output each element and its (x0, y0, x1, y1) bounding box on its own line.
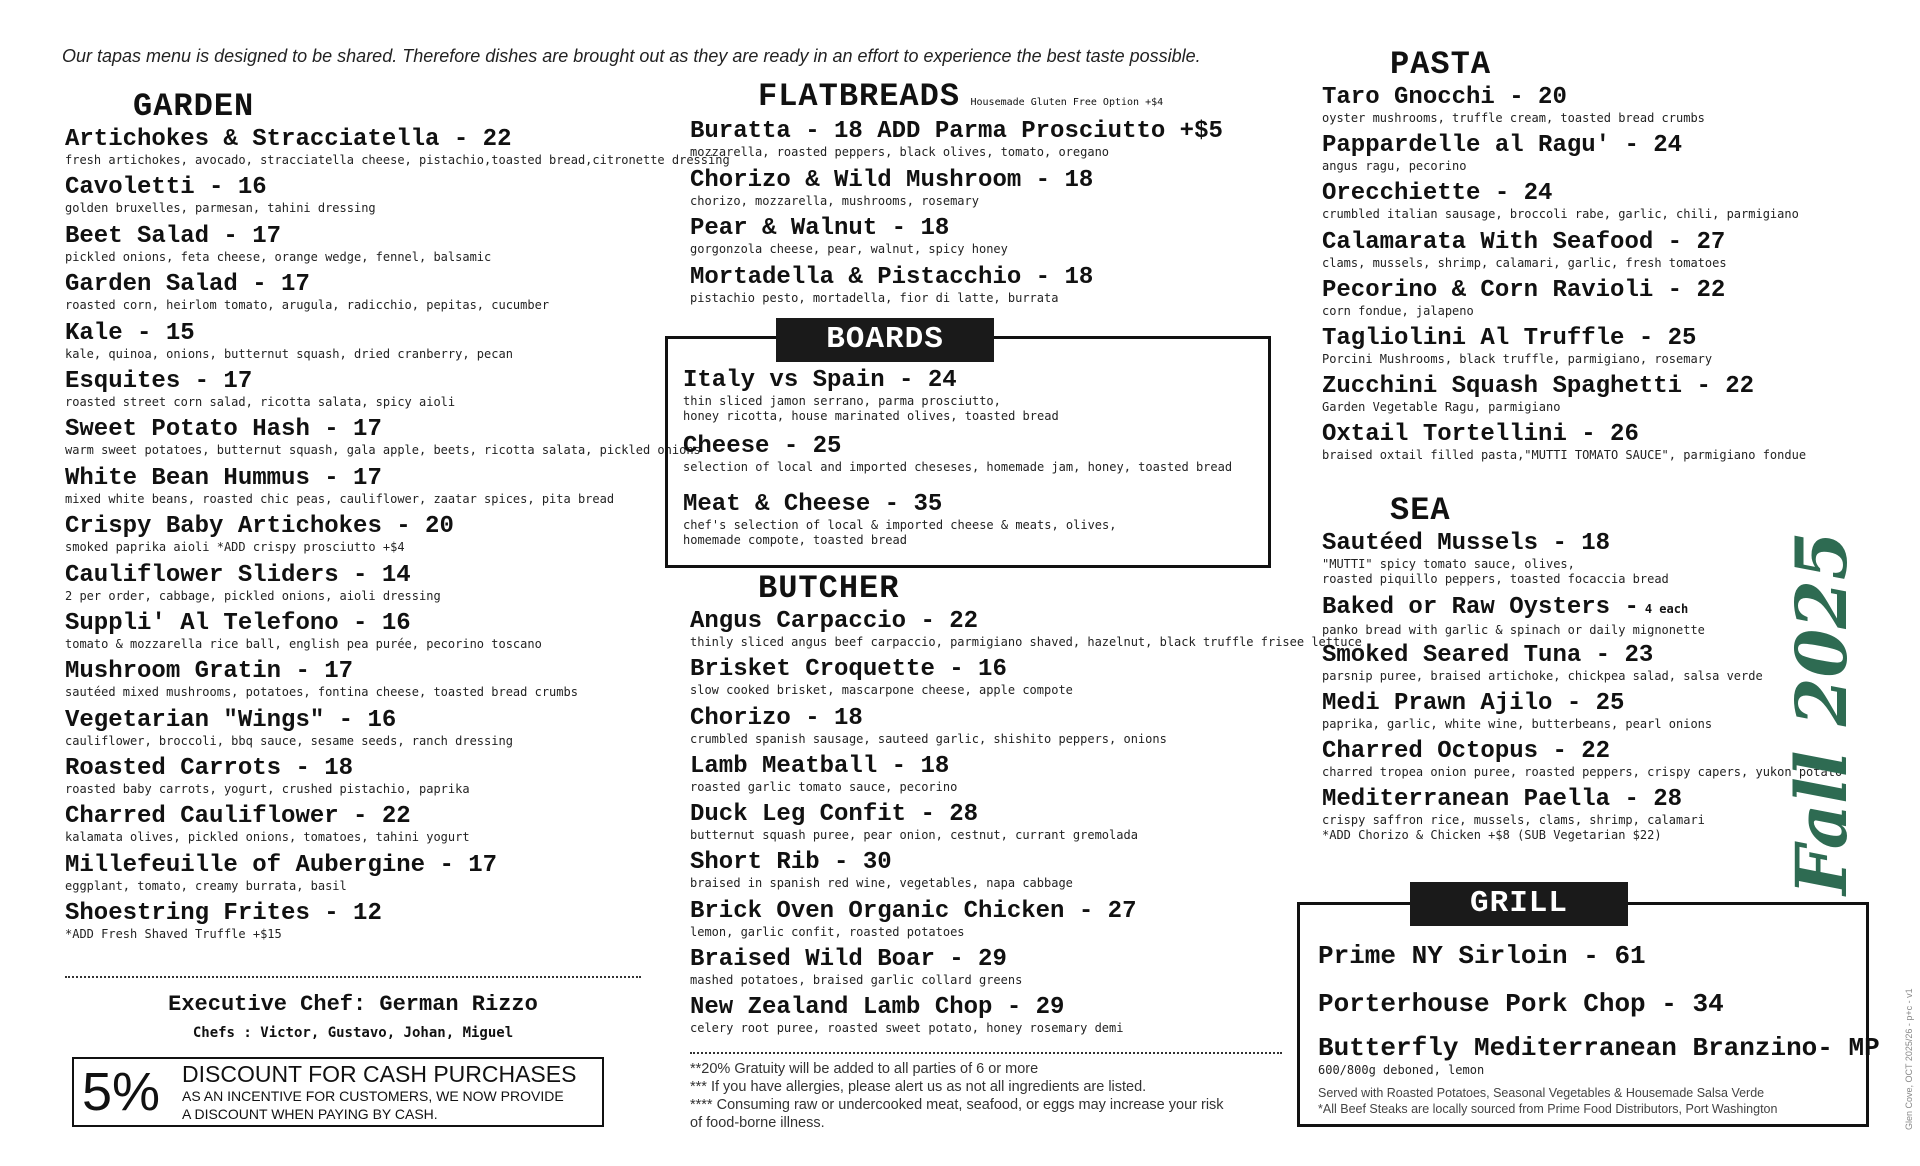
menu-item (65, 755, 645, 803)
menu-item-desc: smoked paprika aioli *ADD crispy prosciutto +$4 (65, 540, 405, 555)
menu-item-title: Suppli' Al Telefono - 16 (65, 609, 411, 637)
menu-item-desc: Porcini Mushrooms, black truffle, parmigiano, rosemary (1322, 351, 1713, 366)
menu-item-desc: lemon, garlic confit, roasted potatoes (690, 924, 965, 939)
menu-item-name (65, 174, 645, 201)
menu-item-title: White Bean Hummus - 17 (65, 464, 382, 492)
boards-box (665, 336, 1271, 568)
grill-item-desc: 600/800g deboned, lemon (1318, 1063, 1485, 1077)
menu-item-name (1322, 180, 1882, 207)
menu-item-desc: fresh artichokes, avocado, stracciatella cheese, pistachio,toasted bread,citronette dressing (65, 153, 730, 167)
menu-item-name (1322, 132, 1882, 159)
flatbreads-title: FLATBREADS (758, 78, 961, 115)
menu-item-title: Kale - 15 (65, 319, 195, 347)
note-raw-food: **** Consuming raw or undercooked meat, seafood, or eggs may increase your risk (690, 1097, 1224, 1113)
pasta-list (1322, 84, 1882, 470)
menu-item (65, 174, 645, 222)
menu-item-name (65, 271, 645, 298)
chefs-list: Chefs : Victor, Gustavo, Johan, Miguel (192, 1025, 514, 1041)
menu-item-name (65, 320, 645, 347)
menu-item (65, 223, 645, 271)
menu-item-desc: braised in spanish red wine, vegetables, napa cabbage (690, 876, 1073, 891)
menu-item-name (683, 491, 1263, 518)
note-gratuity: **20% Gratuity will be added to all parties of 6 or more (690, 1061, 1039, 1077)
menu-item-desc: mozzarella, roasted peppers, black olives, tomato, oregano (690, 145, 1110, 159)
menu-item-title: Cheese - 25 (683, 433, 842, 460)
menu-item-name (690, 753, 1290, 780)
menu-item (690, 215, 1290, 264)
menu-item-desc: *ADD Fresh Shaved Truffle +$15 (65, 927, 282, 942)
menu-item-title: Vegetarian "Wings" - 16 (65, 706, 397, 734)
grill-sides-note: Served with Roasted Potatoes, Seasonal Vegetables & Housemade Salsa Verde (1318, 1086, 1765, 1100)
menu-item-name (690, 849, 1290, 876)
menu-item-name (1322, 277, 1882, 304)
menu-item-title: Crispy Baby Artichokes - 20 (65, 513, 454, 541)
gluten-free-note: Housemade Gluten Free Option +$4 (970, 97, 1164, 108)
menu-item-desc: honey ricotta, house marinated olives, toasted bread (683, 409, 1059, 423)
menu-item-desc: Garden Vegetable Ragu, parmigiano (1322, 400, 1561, 415)
menu-item-name (65, 513, 645, 540)
menu-item-desc: sautéed mixed mushrooms, potatoes, fontina cheese, toasted bread crumbs (65, 685, 578, 700)
grill-item-3 (1318, 1033, 1880, 1078)
menu-item (65, 852, 645, 900)
menu-item-desc: crumbled spanish sausage, sauteed garlic, shishito peppers, onions (690, 731, 1167, 746)
menu-item-desc: butternut squash puree, pear onion, cestnut, currant gremolada (690, 828, 1138, 843)
menu-item (690, 264, 1290, 313)
menu-item-name (690, 656, 1290, 683)
menu-item (65, 368, 645, 416)
menu-item-name (683, 367, 1263, 394)
menu-item-desc: panko bread with garlic & spinach or daily mignonette (1322, 623, 1705, 637)
menu-item-name (65, 852, 645, 879)
menu-item-title: Angus Carpaccio - 22 (690, 608, 979, 635)
menu-item-title: Shoestring Frites - 12 (65, 900, 382, 928)
menu-item-name (65, 368, 645, 395)
menu-item-name (690, 167, 1290, 194)
menu-item (65, 803, 645, 851)
menu-item-desc: golden bruxelles, parmesan, tahini dressing (65, 201, 376, 216)
menu-item-desc: mixed white beans, roasted chic peas, cauliflower, zaatar spices, pita bread (65, 491, 615, 506)
discount-percent: 5% (82, 1062, 161, 1122)
menu-item (690, 753, 1290, 801)
menu-item-desc: roasted baby carrots, yogurt, crushed pistachio, paprika (65, 782, 470, 797)
menu-item-desc: 2 per order, cabbage, pickled onions, aioli dressing (65, 588, 441, 603)
menu-item (65, 610, 645, 658)
menu-item-title: Braised Wild Boar - 29 (690, 946, 1007, 974)
menu-item-desc: angus ragu, pecorino (1322, 159, 1467, 174)
menu-item-desc: thinly sliced angus beef carpaccio, parmigiano shaved, hazelnut, black truffle frisee lettuce (690, 635, 1362, 649)
season-label: Fall 2025 (1780, 531, 1863, 895)
menu-item-desc: mashed potatoes, braised garlic collard greens (690, 973, 1023, 988)
menu-item-desc: warm sweet potatoes, butternut squash, gala apple, beets, ricotta salata, pickled onions (65, 443, 701, 458)
menu-item-name (65, 562, 645, 589)
menu-item-title: Cavoletti - 16 (65, 174, 267, 202)
menu-item-title: Millefeuille of Aubergine - 17 (65, 851, 498, 879)
grill-title: GRILL (1410, 882, 1628, 926)
menu-item-desc: corn fondue, jalapeno (1322, 303, 1474, 318)
menu-item-desc: oyster mushrooms, truffle cream, toasted bread crumbs (1322, 111, 1705, 125)
menu-item-name (683, 433, 1263, 460)
sea-title: SEA (1390, 492, 1451, 529)
menu-item-title: Esquites - 17 (65, 367, 253, 395)
menu-item-title: Mushroom Gratin - 17 (65, 658, 354, 686)
flatbreads-list (690, 118, 1290, 312)
menu-item-title: Taro Gnocchi - 20 (1322, 84, 1567, 111)
menu-item (65, 320, 645, 368)
divider (65, 976, 641, 978)
divider (690, 1052, 1282, 1054)
menu-item (65, 465, 645, 513)
menu-item-desc: eggplant, tomato, creamy burrata, basil (65, 878, 347, 893)
menu-item-desc: crispy saffron rice, mussels, clams, shrimp, calamari (1322, 813, 1705, 827)
menu-item-name (690, 264, 1290, 291)
discount-line-1: AS AN INCENTIVE FOR CUSTOMERS, WE NOW PROVIDE (182, 1088, 564, 1104)
menu-item-name (690, 898, 1290, 925)
menu-item-name (65, 610, 645, 637)
flatbreads-section (690, 78, 1290, 312)
grill-item-1 (1318, 941, 1646, 971)
menu-item-desc: crumbled italian sausage, broccoli rabe, garlic, chili, parmigiano (1322, 207, 1799, 222)
menu-item-desc: slow cooked brisket, mascarpone cheese, apple compote (690, 683, 1073, 698)
menu-item (1322, 229, 1882, 277)
menu-item-desc: selection of local and imported cheseses, homemade jam, honey, toasted bread (683, 460, 1233, 474)
menu-item (1322, 421, 1882, 469)
menu-item-desc: kalamata olives, pickled onions, tomatoes, tahini yogurt (65, 830, 470, 845)
menu-item (1322, 84, 1882, 132)
menu-item-name (690, 118, 1290, 145)
menu-item-title: Zucchini Squash Spaghetti - 22 (1322, 373, 1755, 401)
note-raw-food-cont: of food-borne illness. (690, 1115, 825, 1131)
menu-item (1322, 373, 1882, 421)
menu-item-title: Garden Salad - 17 (65, 271, 310, 299)
menu-item-name (690, 994, 1290, 1021)
menu-item-title: Mediterranean Paella - 28 (1322, 786, 1683, 813)
menu-item (690, 608, 1362, 656)
menu-item-desc: braised oxtail filled pasta,"MUTTI TOMATO SAUCE", parmigiano fondue (1322, 448, 1807, 463)
grill-box (1297, 902, 1880, 1127)
grill-item-name: Butterfly Mediterranean Branzino- MP (1318, 1033, 1880, 1063)
menu-item-title: Pappardelle al Ragu' - 24 (1322, 132, 1683, 160)
menu-item-title: Buratta - 18 ADD Parma Prosciutto +$5 (690, 118, 1223, 145)
menu-item-desc: pistachio pesto, mortadella, fior di latte, burrata (690, 290, 1059, 305)
grill-item-name: Prime NY Sirloin - 61 (1318, 941, 1646, 971)
menu-item-desc: cauliflower, broccoli, bbq sauce, sesame seeds, ranch dressing (65, 733, 513, 748)
menu-item-desc: charred tropea onion puree, roasted peppers, crispy capers, yukon potato (1322, 765, 1843, 779)
menu-item (690, 849, 1290, 897)
menu-item-title: Oxtail Tortellini - 26 (1322, 421, 1639, 449)
menu-item-title: Pecorino & Corn Ravioli - 22 (1322, 276, 1726, 304)
menu-item (65, 416, 701, 464)
menu-item-title: Sautéed Mussels - 18 (1322, 530, 1611, 557)
menu-item-title: Brisket Croquette - 16 (690, 656, 1007, 684)
pasta-section (1322, 46, 1882, 470)
menu-item-name (65, 126, 645, 153)
menu-item (690, 898, 1290, 946)
executive-chef: Executive Chef: German Rizzo (168, 992, 538, 1017)
menu-item-name (1322, 84, 1882, 111)
menu-item-name (690, 215, 1290, 242)
garden-title: GARDEN (133, 88, 255, 125)
menu-item (683, 367, 1263, 433)
menu-item (65, 900, 645, 948)
grill-item-name: Porterhouse Pork Chop - 34 (1318, 989, 1724, 1019)
menu-item (690, 656, 1290, 704)
menu-item (1322, 277, 1882, 325)
menu-item-name (65, 465, 645, 492)
menu-item-title: Short Rib - 30 (690, 849, 892, 877)
menu-item-title: Roasted Carrots - 18 (65, 755, 354, 783)
cash-discount-box (72, 1057, 604, 1127)
menu-item-title: Chorizo - 18 (690, 704, 863, 732)
menu-item-desc: gorgonzola cheese, pear, walnut, spicy honey (690, 242, 1008, 256)
menu-item-title: New Zealand Lamb Chop - 29 (690, 994, 1065, 1022)
menu-item-title: Smoked Seared Tuna - 23 (1322, 642, 1654, 669)
menu-item (683, 433, 1263, 491)
menu-item (1322, 180, 1882, 228)
menu-item-title: Italy vs Spain - 24 (683, 367, 957, 394)
menu-item (690, 994, 1290, 1042)
menu-item-desc: paprika, garlic, white wine, butterbeans, pearl onions (1322, 717, 1713, 731)
menu-item-desc: clams, mussels, shrimp, calamari, garlic, fresh tomatoes (1322, 255, 1727, 270)
menu-item-desc: chorizo, mozzarella, mushrooms, rosemary (690, 193, 979, 208)
menu-item-title: Artichokes & Stracciatella - 22 (65, 126, 512, 153)
menu-item-title: Medi Prawn Ajilo - 25 (1322, 690, 1625, 717)
grill-item-2 (1318, 989, 1724, 1019)
butcher-title: BUTCHER (758, 570, 900, 607)
menu-item-title: Chorizo & Wild Mushroom - 18 (690, 166, 1094, 194)
menu-item-desc: roasted corn, heirlom tomato, arugula, radicchio, pepitas, cucumber (65, 298, 550, 313)
menu-item-desc: parsnip puree, braised artichoke, chickpea salad, salsa verde (1322, 669, 1763, 683)
menu-item (65, 562, 645, 610)
menu-item (690, 118, 1290, 167)
menu-item (1322, 132, 1882, 180)
menu-item-title: Calamarata With Seafood - 27 (1322, 228, 1726, 256)
menu-item-desc: roasted street corn salad, ricotta salata, spicy aioli (65, 394, 456, 409)
grill-beef-note: *All Beef Steaks are locally sourced from Prime Food Distributors, Port Washington (1318, 1102, 1778, 1116)
butcher-section (690, 570, 1362, 1043)
menu-item (65, 707, 645, 755)
menu-item (65, 513, 645, 561)
menu-item (65, 126, 730, 174)
menu-item-name (690, 705, 1290, 732)
garden-section (65, 88, 730, 949)
menu-item-title: Pear & Walnut - 18 (690, 215, 950, 242)
menu-item-name (65, 900, 645, 927)
menu-item-title: Mortadella & Pistacchio - 18 (690, 263, 1094, 291)
menu-item-name (65, 223, 645, 250)
menu-item-desc: chef's selection of local & imported cheese & meats, olives, (683, 518, 1117, 532)
menu-item-name (65, 658, 645, 685)
menu-item-desc: thin sliced jamon serrano, parma prosciutto, (683, 394, 1001, 408)
menu-item-desc: *ADD Chorizo & Chicken +$8 (SUB Vegetarian $22) (1322, 828, 1662, 842)
menu-item-name (1322, 421, 1882, 448)
menu-item-desc: pickled onions, feta cheese, orange wedge, fennel, balsamic (65, 249, 492, 264)
menu-item-title: Baked or Raw Oysters - (1322, 594, 1639, 621)
boards-title: BOARDS (776, 318, 994, 362)
menu-item-title: Meat & Cheese - 35 (683, 491, 943, 518)
discount-heading: DISCOUNT FOR CASH PURCHASES (182, 1061, 577, 1087)
menu-item (690, 946, 1290, 994)
menu-item-title: Lamb Meatball - 18 (690, 752, 950, 780)
intro-text: Our tapas menu is designed to be shared. Therefore dishes are brought out as they are ready in an effort to experience the best taste possible. (62, 46, 1201, 66)
boards-list (683, 367, 1263, 551)
menu-item-name (65, 416, 645, 443)
menu-item (690, 801, 1290, 849)
menu-item-suffix: 4 each (1644, 602, 1689, 616)
menu-item-desc: celery root puree, roasted sweet potato, honey rosemary demi (690, 1021, 1124, 1036)
menu-item-name (690, 946, 1290, 973)
menu-item (690, 705, 1290, 753)
menu-item-title: Charred Cauliflower - 22 (65, 803, 411, 831)
menu-item-name (690, 801, 1290, 828)
menu-item-title: Orecchiette - 24 (1322, 180, 1553, 208)
version-label: Glen Cove, OCT 2025/26 - p+c - v1 (1904, 988, 1914, 1130)
pasta-title: PASTA (1390, 46, 1492, 83)
menu-item (690, 167, 1290, 216)
menu-item-desc: "MUTTI" spicy tomato sauce, olives, (1322, 557, 1575, 571)
menu-item-title: Cauliflower Sliders - 14 (65, 561, 411, 589)
menu-item-desc: roasted garlic tomato sauce, pecorino (690, 779, 958, 794)
menu-item (1322, 325, 1882, 373)
discount-line-2: A DISCOUNT WHEN PAYING BY CASH. (182, 1106, 438, 1122)
note-allergies: *** If you have allergies, please alert us as not all ingredients are listed. (690, 1079, 1147, 1095)
menu-item-title: Sweet Potato Hash - 17 (65, 416, 382, 444)
menu-item-name (65, 707, 645, 734)
menu-item-title: Beet Salad - 17 (65, 222, 282, 250)
garden-list (65, 126, 730, 949)
menu-item-title: Duck Leg Confit - 28 (690, 801, 979, 829)
menu-item (683, 491, 1263, 551)
menu-item-name (1322, 373, 1882, 400)
butcher-list (690, 608, 1362, 1043)
menu-item-name (1322, 229, 1882, 256)
menu-item-name (1322, 325, 1882, 352)
menu-item-name (690, 608, 1290, 635)
menu-item-desc: tomato & mozzarella rice ball, english pea purée, pecorino toscano (65, 636, 542, 651)
menu-item-desc: homemade compote, toasted bread (683, 533, 907, 547)
footnotes (690, 1060, 1290, 1132)
menu-item-desc: roasted piquillo peppers, toasted focaccia bread (1322, 572, 1669, 586)
menu-item (65, 658, 645, 706)
menu-item-name (65, 755, 645, 782)
menu-item-desc: kale, quinoa, onions, butternut squash, dried cranberry, pecan (65, 346, 513, 361)
menu-item-title: Charred Octopus - 22 (1322, 738, 1611, 765)
menu-item-title: Brick Oven Organic Chicken - 27 (690, 897, 1137, 925)
menu-item-title: Tagliolini Al Truffle - 25 (1322, 324, 1697, 352)
menu-item-name (65, 803, 645, 830)
menu-item (65, 271, 645, 319)
